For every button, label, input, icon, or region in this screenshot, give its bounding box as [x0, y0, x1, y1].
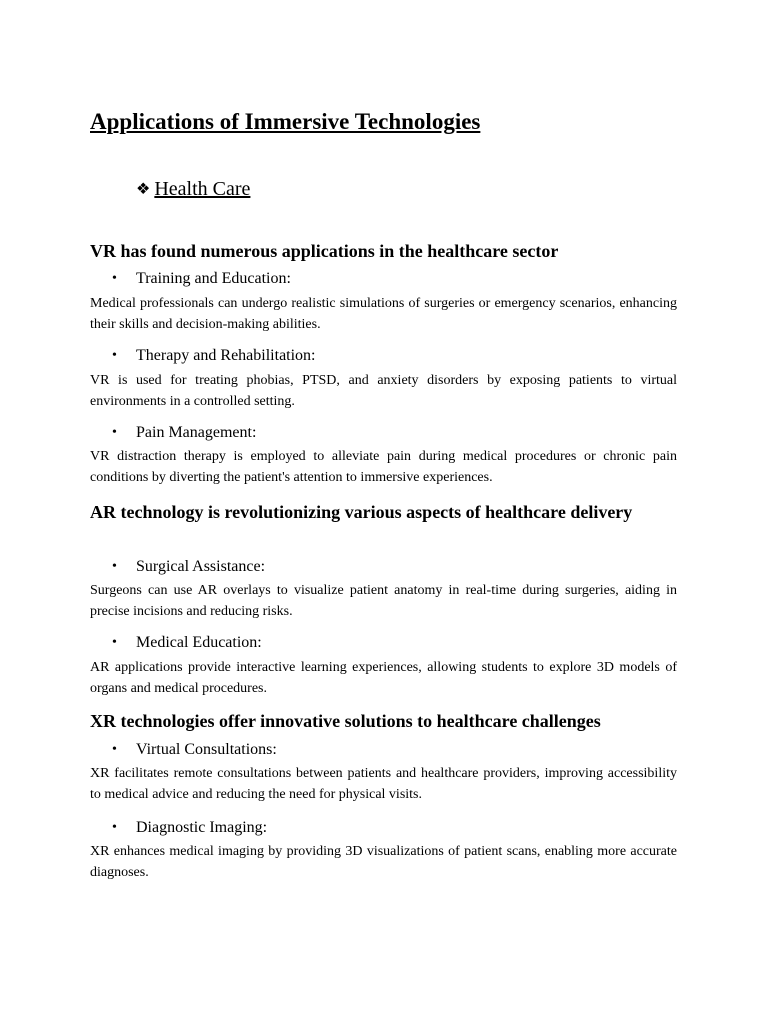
paragraph: Surgeons can use AR overlays to visualize patient anatomy in real-time during surgeries, aiding in precise incisions and reducing risks.	[90, 583, 677, 619]
subheading-label: Health Care	[154, 178, 251, 200]
bullet-item	[112, 819, 267, 837]
bullet-dot-icon: •	[112, 635, 117, 650]
paragraph: XR enhances medical imaging by providing 3D visualizations of patient scans, enabling more accurate diagnoses.	[90, 844, 677, 880]
bullet-dot-icon: •	[112, 348, 117, 363]
bullet-dot-icon: •	[112, 742, 117, 757]
bullet-label: Diagnostic Imaging:	[136, 819, 268, 836]
bullet-item	[112, 634, 262, 652]
bullet-item	[112, 558, 265, 576]
bullet-label: Surgical Assistance:	[136, 558, 266, 575]
paragraph: VR is used for treating phobias, PTSD, and anxiety disorders by exposing patients to virtual environments in a controlled setting.	[90, 373, 677, 409]
section-heading-xr: XR technologies offer innovative solutions to healthcare challenges	[90, 711, 601, 731]
bullet-label: Pain Management:	[136, 424, 257, 441]
bullet-label: Medical Education:	[136, 634, 262, 651]
document-title: Applications of Immersive Technologies	[90, 109, 481, 134]
bullet-label: Virtual Consultations:	[136, 741, 277, 758]
bullet-item	[112, 424, 256, 442]
bullet-label: Training and Education:	[136, 270, 291, 287]
paragraph: VR distraction therapy is employed to alleviate pain during medical procedures or chronic pain conditions by diverting the patient's attention to immersive experiences.	[90, 449, 677, 485]
paragraph: Medical professionals can undergo realistic simulations of surgeries or emergency scenarios, enhancing their skills and decision-making abilities.	[90, 296, 677, 332]
bullet-label: Therapy and Rehabilitation:	[136, 347, 316, 364]
subheading-health-care	[136, 178, 250, 201]
section-heading-vr: VR has found numerous applications in the healthcare sector	[90, 241, 559, 261]
bullet-dot-icon: •	[112, 271, 117, 286]
diamond-bullet-icon: ❖	[136, 180, 151, 198]
bullet-dot-icon: •	[112, 559, 117, 574]
paragraph: XR facilitates remote consultations between patients and healthcare providers, improving accessibility to medical advice and reducing the need for physical visits.	[90, 766, 677, 802]
section-heading-ar: AR technology is revolutionizing various aspects of healthcare delivery	[90, 502, 633, 522]
bullet-dot-icon: •	[112, 425, 117, 440]
paragraph: AR applications provide interactive learning experiences, allowing students to explore 3D models of organs and medical procedures.	[90, 660, 677, 696]
bullet-item	[112, 347, 316, 365]
bullet-item	[112, 741, 277, 759]
bullet-dot-icon: •	[112, 820, 117, 835]
bullet-item	[112, 270, 291, 288]
